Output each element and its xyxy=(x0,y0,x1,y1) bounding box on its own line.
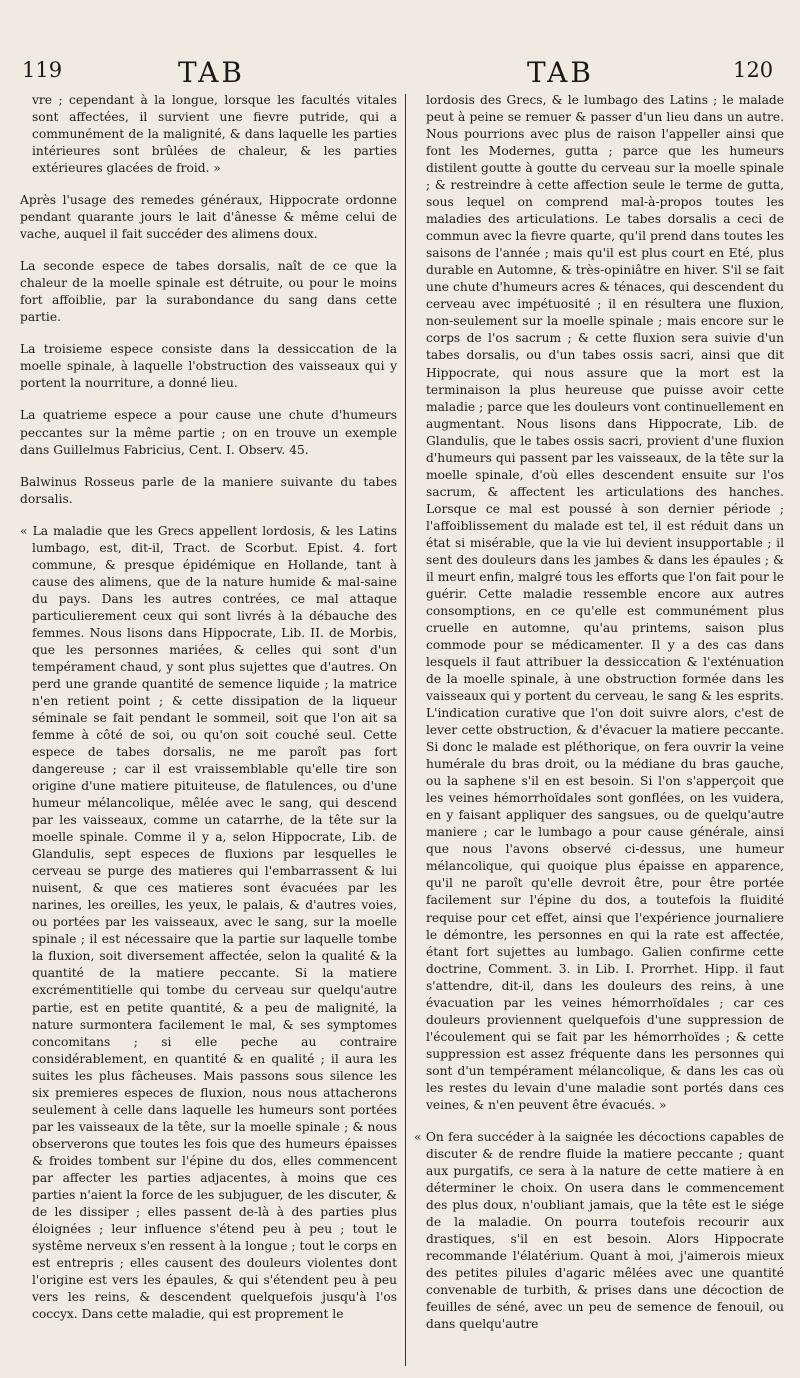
left-page-number: 119 xyxy=(22,58,63,82)
paragraph: La seconde espece de tabes dorsalis, naît de ce que la chaleur de la moelle spinale est détruite, ou pour le moins fort affoiblie, par la surabondance du sang dans cette partie. xyxy=(20,259,397,325)
quoted-paragraph: « La maladie que les Grecs appellent lordosis, & les Latins lumbago, est, dit-il, Tract. de Scorbut. Epist. 4. fort commune, & presque épidémique en Hollande, tant à cause des alimens, que de la nature humide & mal-saine du pays. Dans les autres contrées, ce mal attaque particulierement ceux qui sont livrés à la débauche des femmes. Nous lisons dans Hippocrate, Lib. II. de Morbis, que les personnes mariées, & celles qui sont d'un tempérament chaud, y sont plus sujettes que d'autres. On perd une grande quantité de semence liquide ; la matrice n'en retient point ; & cette dissipation de la liqueur séminale se fait pendant le sommeil, soit que l'on ait sa femme à côté de soi, ou qu'on soit couché seul. Cette espece de tabes dorsalis, ne me paroît pas fort dangereuse ; car il est vraissemblable qu'elle tire son origine d'une matiere pituiteuse, de flatulences, ou d'une humeur mélancolique, mêlée avec le sang, qui descend par les vaisseaux, comme un catarrhe, de la tête sur la moelle spinale. Comme il y a, selon Hippocrate, Lib. de Glandulis, sept especes de fluxions par lesquelles le cerveau se purge des matieres qui l'embarrassent & lui nuisent, & que ces matieres sont évacuées par les narines, les oreilles, les yeux, le palais, & d'autres voies, ou portées par les vaisseaux, avec le sang, sur la moelle spinale ; il est nécessaire que la partie sur laquelle tombe la fluxion, soit diversement affectée, selon la qualité & la quantité de la matiere peccante. Si la matiere excrémentitielle qui tombe du cerveau sur quelqu'autre partie, est en petite quantité, & a peu de malignité, la nature surmontera facilement le mal, & ses symptomes concomitans ; si elle peche au contraire considérablement, en quantité & en qualité ; il aura les suites les plus fâcheuses. Mais passons sous silence les six premieres especes de fluxion, nous nous attacherons seulement à celle dans laquelle les humeurs sont portées par les vaisseaux de la tête, sur la moelle spinale ; & nous observerons que toutes les fois que des humeurs épaisses & froides tombent sur l'épine du dos, elles commencent par affecter les parties adjacentes, à moins que ces parties n'aient la force de les subjuguer, de les discuter, & de les dissiper ; elles passent de-là à des parties plus éloignées ; leur influence s'étend peu à peu ; tout le systême nerveux s'en ressent à la longue ; tout le corps en est entrepris ; elles causent des douleurs violentes dont l'origine est vers les épaules, & qui s'étendent peu à peu vers les reins, & descendent quelquefois jusqu'à l'os coccyx. Dans cette maladie, qui est proprement le xyxy=(20,523,397,1323)
paragraph: Après l'usage des remedes généraux, Hippocrate ordonne pendant quarante jours le lait d'ânesse & même celui de vache, auquel il fait succéder des alimens doux. xyxy=(20,193,397,242)
quoted-paragraph: « On fera succéder à la saignée les décoctions capables de discuter & de rendre fluide la matiere peccante ; quant aux purgatifs, ce sera à la nature de cette matiere à en déterminer le choix. On usera dans le commencement des plus doux, n'oubliant jamais, que la tête est le siége de la maladie. On pourra toutefois recourir aux drastiques, s'il en est besoin. Alors Hippocrate recommande l'élatérium. Quant à moi, j'aimerois mieux des petites pilules d'agaric mêlées avec une quantité convenable de turbith, & prises dans une décoction de feuilles de séné, avec un peu de semence de fenouil, ou dans quelqu'autre xyxy=(414,1129,784,1333)
right-running-title: TAB xyxy=(527,56,594,89)
right-page-number: 120 xyxy=(733,58,774,82)
paragraph: Balwinus Rosseus parle de la maniere suivante du tabes dorsalis. xyxy=(20,474,397,506)
paragraph: La quatrieme espece a pour cause une chute d'humeurs peccantes sur la même partie ; on en trouve un exemple dans Guillelmus Fabricius, Cent. I. Observ. 45. xyxy=(20,408,397,457)
left-running-title: TAB xyxy=(178,56,245,89)
right-column xyxy=(414,92,784,1348)
paragraph: vre ; cependant à la longue, lorsque les facultés vitales sont affectées, il survient une fievre putride, qui a communément de la malignité, & dans laquelle les parties intérieures sont brûlées de chaleur, & les parties extérieures glacées de froid. » xyxy=(32,93,397,176)
quoted-paragraph: lordosis des Grecs, & le lumbago des Latins ; le malade peut à peine se remuer & passer d'un lieu dans un autre. Nous pourrions avec plus de raison l'appeller ainsi que font les Modernes, gutta ; parce que les humeurs distilent goutte à goutte du cerveau sur la moelle spinale ; & restreindre à cette affection seule le terme de gutta, sous lequel on comprend mal-à-propos toutes les maladies des articulations. Le tabes dorsalis a ceci de commun avec la fievre quarte, qu'il prend dans toutes les saisons de l'année ; mais qu'il est plus court en Eté, plus durable en Automne, & très-opiniâtre en hiver. S'il se fait une chute d'humeurs acres & ténaces, qui descendent du cerveau avec impétuosité ; il en résultera une fluxion, non-seulement sur la moelle spinale ; mais encore sur le corps de l'os sacrum ; & cette fluxion sera suivie d'un tabes dorsalis, ou d'un tabes ossis sacri, ainsi que dit Hippocrate, qui nous assure que la mort est la terminaison la plus heureuse que puisse avoir cette maladie ; parce que les douleurs vont continuellement en augmentant. Nous lisons dans Hippocrate, Lib. de Glandulis, que le tabes ossis sacri, provient d'une fluxion d'humeurs qui passent par les vaisseaux, de la tête sur la moelle spinale, d'où elles descendent ensuite sur l'os sacrum, & affectent les articulations des hanches. Lorsque ce mal est poussé à son dernier période ; l'affoiblissement du malade est tel, il est réduit dans un état si misérable, que la vie lui devient insupportable ; il sent des douleurs dans les jambes & dans les épaules ; & il meurt enfin, malgré tous les efforts que l'on fait pour le guérir. Cette maladie ressemble encore aux autres consomptions, en ce qu'elle est communément plus cruelle en automne, qu'au printems, saison plus commode pour se médicamenter. Il y a des cas dans lesquels il faut attribuer la dessiccation & l'exténuation de la moelle spinale, à une obstruction formée dans les vaisseaux qui y portent du cerveau, le sang & les esprits. L'indication curative que l'on doit suivre alors, c'est de lever cette obstruction, & d'évacuer la matiere peccante. Si donc le malade est pléthorique, on fera ouvrir la veine humérale du bras droit, ou la médiane du bras gauche, ou la saphene s'il en est besoin. Si l'on s'apperçoit que les veines hémorrhoïdales sont gonflées, on les vuidera, en y faisant appliquer des sangsues, ou de quelqu'autre maniere ; car le lumbago a pour cause générale, ainsi que nous l'avons observé ci-dessus, une humeur mélancolique, qui quoique plus épaisse en apparence, qu'il ne paroît qu'elle devroit être, pour être portée facilement sur l'épine du dos, a toutefois la fluidité requise pour cet effet, ainsi que l'expérience journaliere le démontre, les personnes en qui la rate est affectée, étant fort sujettes au lumbago. Galien confirme cette doctrine, Comment. 3. in Lib. I. Prorrhet. Hipp. il faut s'attendre, dit-il, dans les douleurs des reins, à une évacuation par les veines hémorrhoïdales ; car ces douleurs proviennent quelquefois d'une suppression de l'écoulement qui se fait par les hémorrhoïdes ; & cette suppression est assez fréquente dans les personnes qui sont d'un tempérament mélancolique, & dans les cas où les restes du levain d'une maladie sont portés dans ces veines, & n'en peuvent être évacués. » xyxy=(426,93,784,1112)
page-header xyxy=(0,0,800,92)
column-divider xyxy=(405,94,406,1366)
paragraph: La troisieme espece consiste dans la dessiccation de la moelle spinale, à laquelle l'obstruction des vaisseaux qui y portent la nourriture, a donné lieu. xyxy=(20,342,397,391)
left-column xyxy=(20,92,397,1338)
